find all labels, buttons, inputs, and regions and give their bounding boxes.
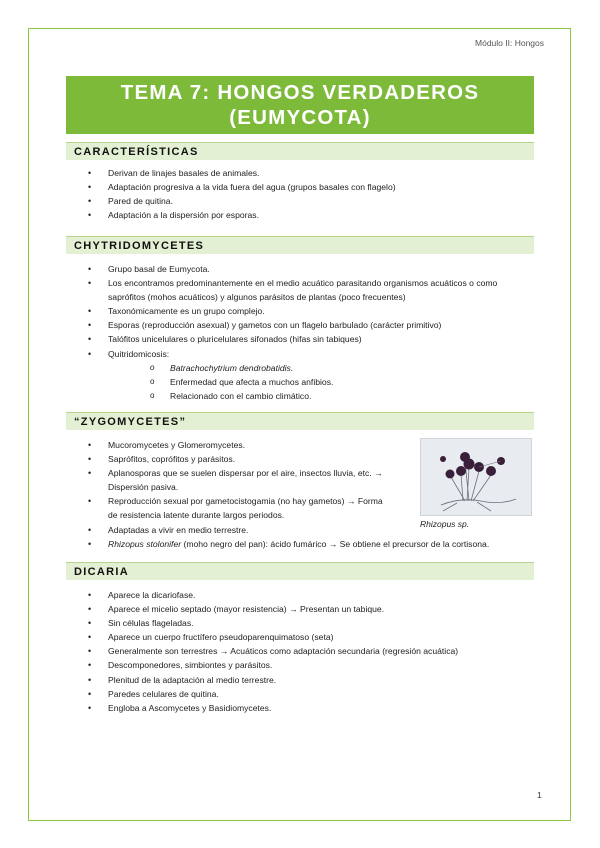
list-item: • Talófitos unicelulares o pluricelulares sifonados (hifas sin tabiques): [84, 332, 497, 346]
list-item: [84, 347, 497, 403]
sub-list-item: o Batrachochytrium dendrobatidis.: [108, 361, 497, 375]
list-item: • Aparece la dicariofase.: [84, 588, 458, 602]
list-item-line: Aplanosporas que se suelen dispersar por el aire, insectos lluvia, etc. →: [108, 468, 383, 479]
species-name: Rhizopus stolonifer: [108, 538, 182, 549]
list-item: • Engloba a Ascomycetes y Basidiomycetes.: [84, 701, 458, 715]
page-number: 1: [537, 790, 542, 800]
list-item: • Adaptadas a vivir en medio terrestre.: [84, 523, 489, 537]
section-heading-caracteristicas: CARACTERÍSTICAS: [66, 142, 534, 160]
list-item: [84, 537, 489, 551]
chytridiomycetes-list: [84, 262, 497, 403]
list-item: • Aparece un cuerpo fructífero pseudoparenquimatoso (seta): [84, 630, 458, 644]
list-item: • Plenitud de la adaptación al medio terrestre.: [84, 673, 458, 687]
title-line-1: TEMA 7: HONGOS VERDADEROS: [120, 81, 480, 104]
title-line-2: (EUMYCOTA): [229, 106, 371, 129]
list-item: [84, 276, 497, 304]
list-item: • Descomponedores, simbiontes y parásitos.: [84, 658, 458, 672]
list-item-text: (moho negro del pan): ácido fumárico → Se obtiene el precursor de la cortisona.: [181, 538, 490, 549]
section-heading-chytridiomycetes: CHYTRIDOMYCETES: [66, 236, 534, 254]
rhizopus-illustration: [421, 439, 531, 515]
list-item-line: de resistencia latente durante largos periodos.: [108, 510, 285, 521]
page-title: [66, 76, 534, 134]
caracteristicas-list: [84, 166, 396, 222]
list-item-line: Dispersión pasiva.: [108, 482, 179, 493]
list-item: • Aparece el micelio septado (mayor resistencia) → Presentan un tabique.: [84, 602, 458, 616]
list-item: • Sin células flageladas.: [84, 616, 458, 630]
section-heading-dicaria: DICARIA: [66, 562, 534, 580]
sub-list-item: o Relacionado con el cambio climático.: [108, 389, 497, 403]
rhizopus-image: [420, 438, 532, 516]
list-item: • Pared de quitina.: [84, 194, 396, 208]
figure-caption: Rhizopus sp.: [420, 519, 470, 529]
list-item: • Derivan de linajes basales de animales.: [84, 166, 396, 180]
list-item: • Mucoromycetes y Glomeromycetes.: [84, 438, 489, 452]
list-item: • Esporas (reproducción asexual) y gametos con un flagelo barbulado (carácter primitivo): [84, 318, 497, 332]
section-heading-zygomycetes: “ZYGOMYCETES”: [66, 412, 534, 430]
dicaria-list: [84, 588, 458, 715]
list-item-line: Los encontramos predominantemente en el medio acuático parasitando organismos acuáticos o como: [108, 278, 498, 289]
sub-list-item: o Enfermedad que afecta a muchos anfibios.: [108, 375, 497, 389]
list-item-text: Quitridomicosis:: [108, 348, 170, 359]
list-item: • Taxonómicamente es un grupo complejo.: [84, 304, 497, 318]
list-item-line: Reproducción sexual por gametocistogamia (no hay gametos) → Forma: [108, 496, 383, 507]
quitridiomicosis-sublist: [108, 361, 497, 403]
list-item: • Grupo basal de Eumycota.: [84, 262, 497, 276]
list-item: • Saprófitos, coprófitos y parásitos.: [84, 452, 489, 466]
list-item: • Paredes celulares de quitina.: [84, 687, 458, 701]
running-header: Módulo II: Hongos: [475, 38, 544, 48]
list-item: • Adaptación progresiva a la vida fuera del agua (grupos basales con flagelo): [84, 180, 396, 194]
list-item: • Generalmente son terrestres → Acuáticos como adaptación secundaria (regresión acuática): [84, 644, 458, 658]
list-item: • Adaptación a la dispersión por esporas.: [84, 208, 396, 222]
list-item-line: saprófitos (mohos acuáticos) y algunos parásitos de plantas (poco frecuentes): [108, 292, 406, 303]
